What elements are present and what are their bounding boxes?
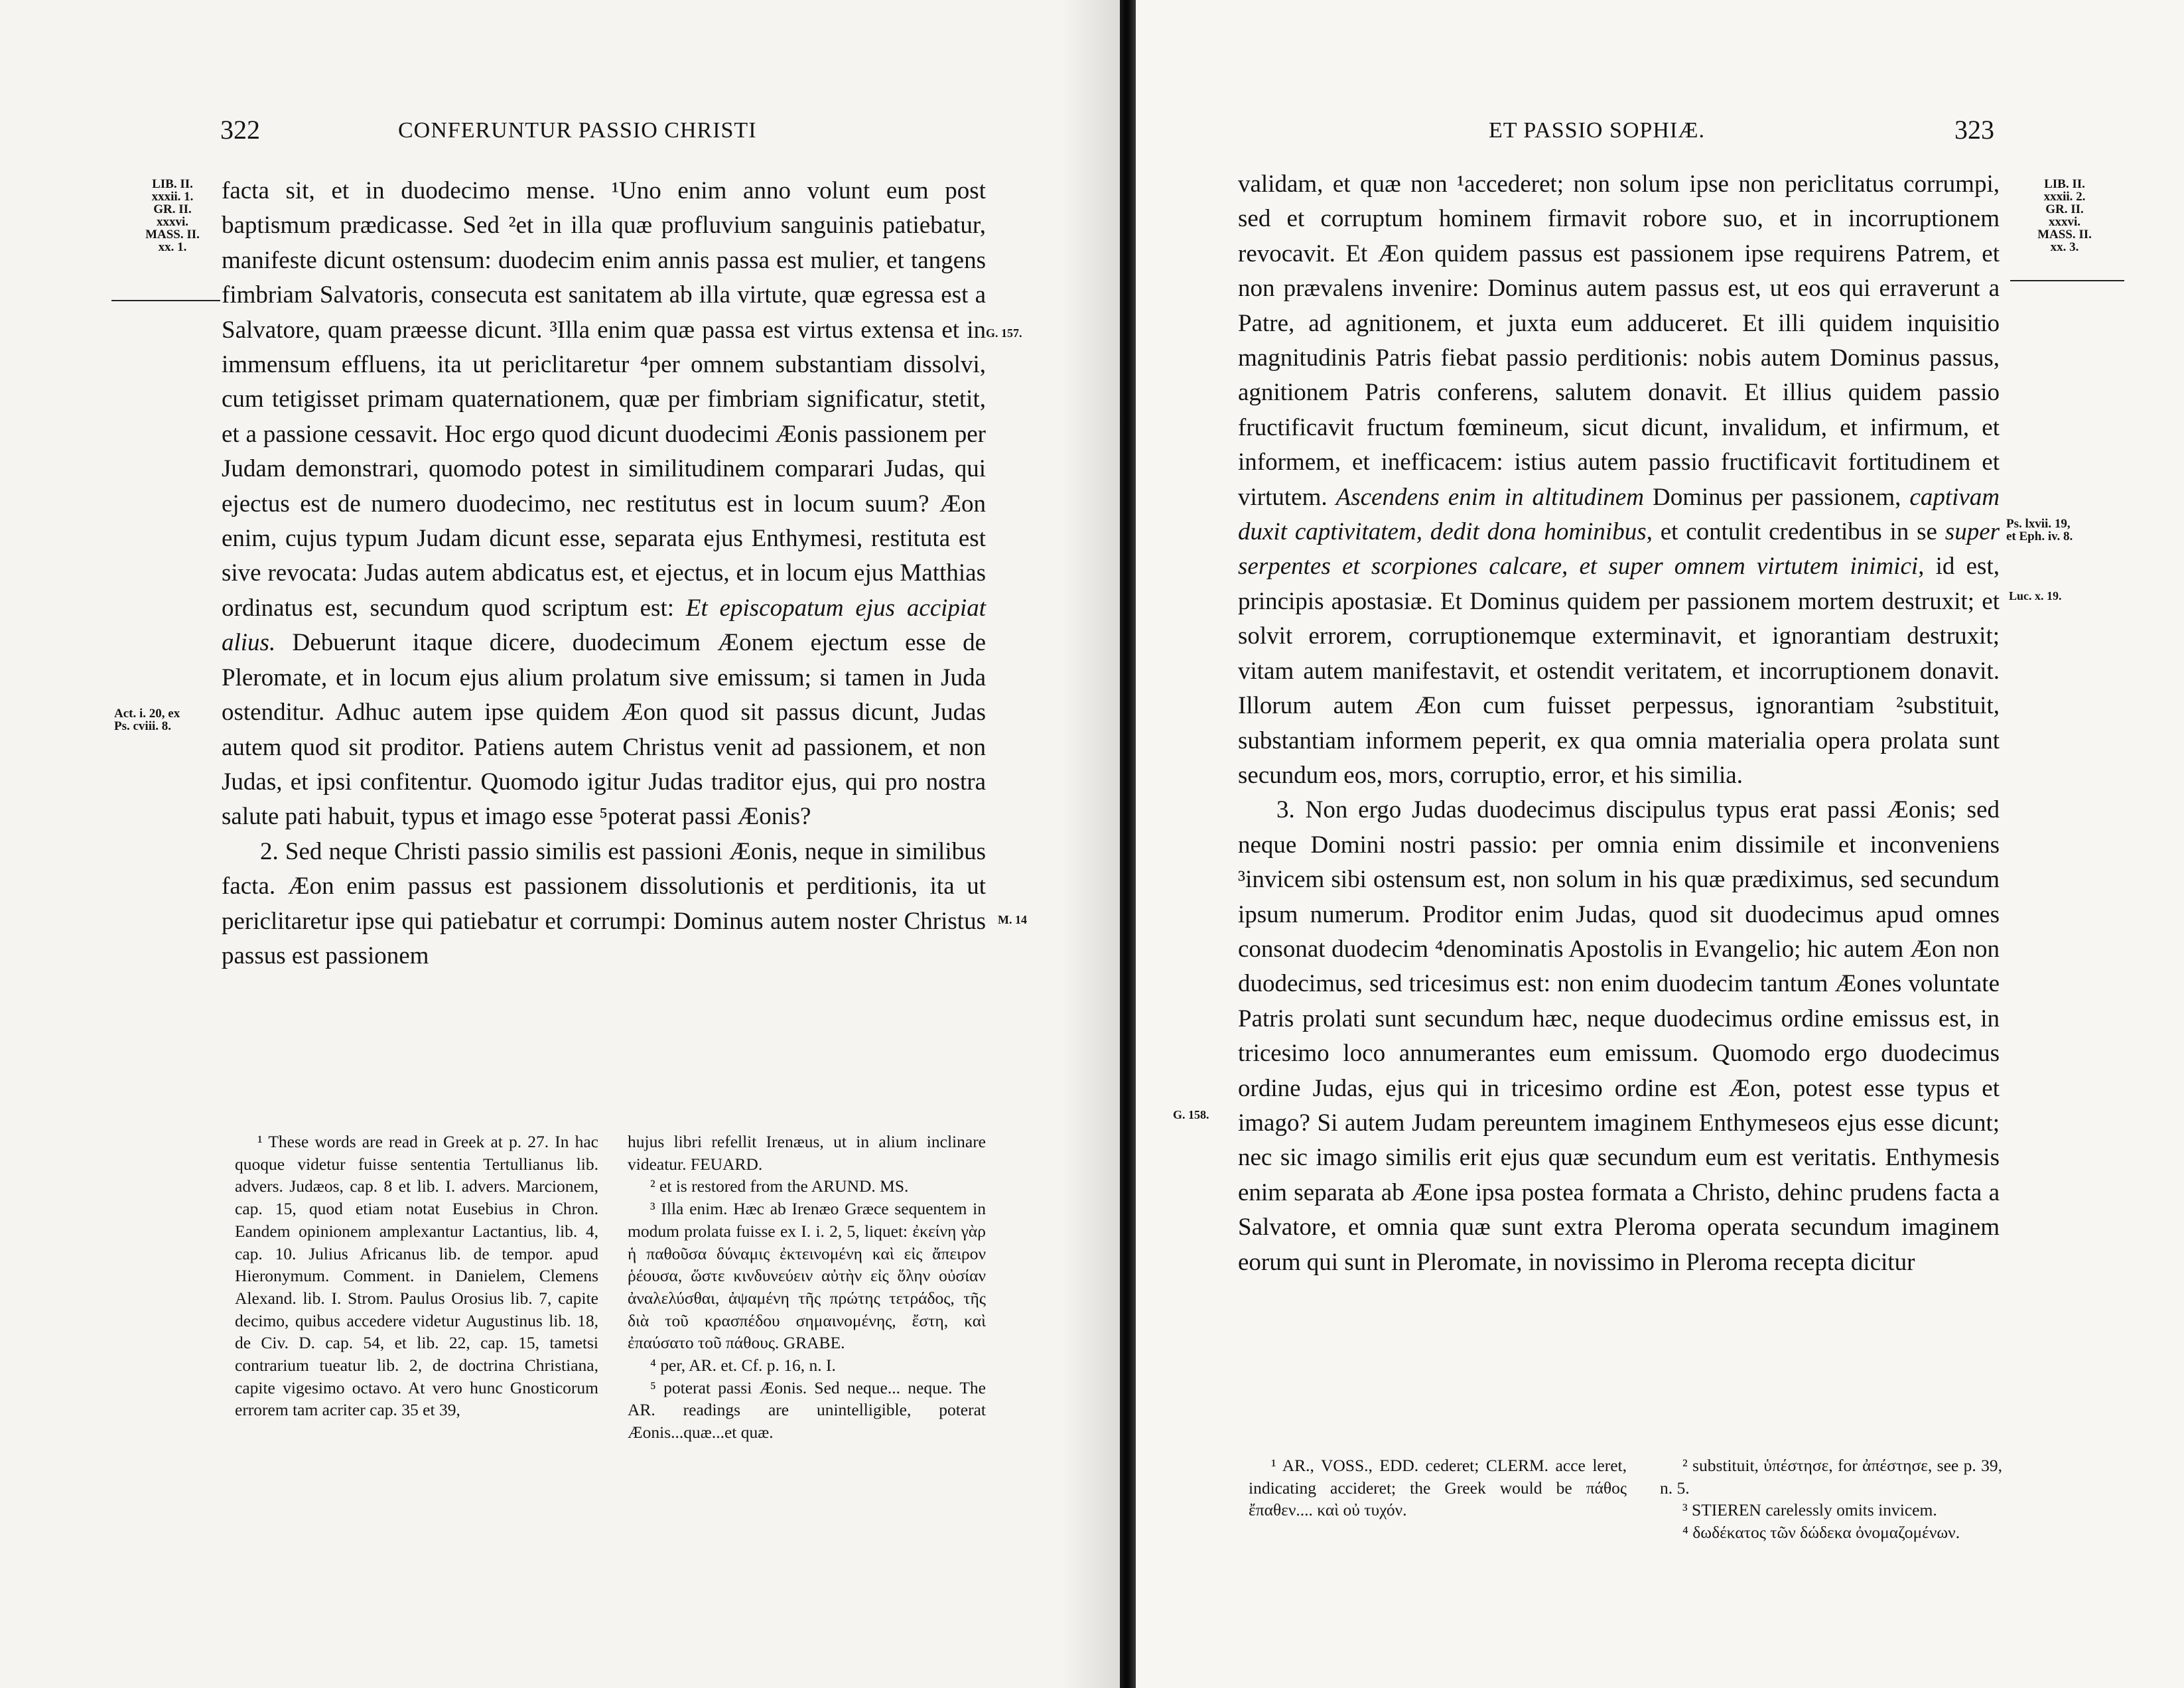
left-body-text [222,174,986,973]
footnote: ⁵ poterat passi Æonis. Sed neque... neque. The AR. readings are unintelligible, poterat Æonis...quæ...et quæ. [628,1377,986,1442]
margin-ref-line: LIB. II. [2044,177,2085,191]
margin-act-line: Act. i. 20, ex [114,707,180,721]
right-page-number: 323 [1954,115,1994,145]
paragraph-text: facta sit, et in duodecimo mense. ¹Uno enim anno volunt eum post baptismum prædicasse. Sed ²et in illa quæ profluvium sanguinis patiebatur, manifeste dicunt ostensum: duodecim enim annis passa est mulier, et tangens fimbriam Salvatoris, consecuta est sanitatem ab illa virtute, quæ egressa est a Salvatore, quam præesse dicunt. ³Illa enim quæ passa est virtus extensa et in immensum effluens, ita ut periclitaretur ⁴per omnem substantiam dissolvi, cum tetigisset primam quaternationem, quæ per fimbriam significatur, stetit, et a passione cessavit. Hoc ergo quod dicunt duodecimi Æonis passionem per Judam demonstrari, quomodo potest in similitudinem comparari Judas, qui ejectus est de numero duodecimo, nec restitutus est in locum suum? Æon enim, cujus typum Judam dicunt esse, separata ejus Enthymesi, restituta est sive revocata: Judas autem abdicatus est, et ejectus, et in locum ejus Matthias ordinatus est, secundum quod scriptum est: [222,177,986,622]
footnote: ² substituit, ὑπέστησε, for ἀπέστησε, see p. 39, n. 5. [1660,1456,2002,1498]
scripture-quote: Ascendens enim in altitudinem [1335,483,1645,511]
left-margin-reference [123,178,222,253]
left-footnotes-col2 [628,1131,986,1444]
margin-ref-line: xxxvi. [156,215,189,229]
scripture-quote: Et episcopatum ejus accipiat alius. [222,594,986,657]
paragraph [222,174,986,835]
paragraph [1238,167,2000,793]
margin-g-157: G. 157. [986,326,1022,340]
paragraph-text: Debuerunt itaque dicere, duodecimum Æonem ejectum esse de Pleromate, et in locum ejus alium prolatum sive emissum; si tamen in Juda ostenditur. Adhuc autem ipse quidem Æon quod sit passus dicunt, Judas autem quod sit proditor. Patiens autem Christus venit ad passionem, et non Judas, et ipsi confitentur. Quomodo igitur Judas traditor ejus, qui pro nostra salute pati habuit, typus et imago esse ⁵poterat passi Æonis? [222,629,986,831]
margin-ref-line: xxxii. 2. [2043,190,2086,204]
footnote: ¹ These words are read in Greek at p. 27. In hac quoque videtur fuisse sententia Tertullianus lib. advers. Judæos, cap. 8 et lib. I. advers. Marcionem, cap. 15, quod etiam notat Eusebius in Chron. Eandem opinionem amplexantur Lactantius, lib. 4, cap. 10. Julius Africanus lib. de tempor. apud Hieronymum. Comment. in Danielem, Clemens Alexand. lib. I. Strom. Paulus Orosius lib. 7, capite decimo, quibus accedere videtur Augustinus lib. 18, de Civ. D. cap. 54, et lib. 22, cap. 15, tametsi contrarium tueatur lib. 2, de doctrina Christiana, capite vigesimo octavo. At vero hunc Gnosticorum errorem tam acriter cap. 35 et 39, [235,1132,598,1420]
paragraph: 3. Non ergo Judas duodecimus discipulus typus erat passi Æonis; sed neque Domini nostri passio: per omnia enim dissimile et inconveniens ³invicem sibi ostensum est, non solum in his quæ prædiximus, sed secundum ipsum numerum. Proditor enim Judas, quod sit duodecimus apud omnes consonat duodecim ⁴denominatis Apostolis in Evangelio; hic autem Æon non duodecimus, sed tricesimus est: non enim duodecim tantum Æones voluntate Patris prolati sunt secundum hæc, neque duodecimus ordine emissus est, in tricesimo loco annumerantes eum emissum. Quomodo ergo duodecimus ordine Judas, ejus qui in tricesimo ordine est Æon, potest esse typus et imago? Si autem Judam pereuntem imaginem Enthymeseos ejus esse dicunt; nec sic imago similis erit ejus quæ secundum eum est veritatis. Enthymesis enim separata ab Æone ipsa postea formata a Christo, dehinc prudens facta a Salvatore, et omnia quæ sunt extra Pleroma operata secundum imaginem eorum qui sunt in Pleromate, in novissimo in Pleroma recepta dicitur [1238,796,2000,1276]
right-page [1136,0,2184,1688]
margin-act-line: Ps. cviii. 8. [114,719,172,733]
book-gutter [1120,0,1136,1688]
margin-g-158: G. 158. [1173,1108,1209,1121]
left-page-number: 322 [220,115,260,145]
paragraph-text: Dominus per passionem, [1653,483,1901,511]
paragraph-text: et contulit credentibus in se [1660,518,1937,546]
margin-ref-line: xxxii. 1. [151,190,194,204]
footnote: ³ STIEREN carelessly omits invicem. [1682,1500,1937,1520]
right-footnotes-col2 [1660,1454,2002,1544]
right-body-text [1238,167,2000,1280]
right-margin-reference [2012,178,2118,253]
margin-ps-line: Ps. lxvii. 19, [2006,517,2071,531]
margin-ps-reference [2006,518,2073,543]
left-running-head: CONFERUNTUR PASSIO CHRISTI [398,118,757,143]
footnote: ³ Illa enim. Hæc ab Irenæo Græce sequentem in modum prolata fuisse ex I. i. 2, 5, liquet: ἐκείνη γὰρ ἡ παθοῦσα δύναμις ἐκτεινομένη καὶ εἰς ἄπειρον ῥέουσα, ὥστε κινδυνεύειν αὐτὴν εἰς ὅλην οὐσίαν ἀναλελύσθαι, ἀψαμένη τῆς πρώτης τετράδος, τῆς διὰ τοῦ κρασπέδου σημαινομένης, ἔστη, καὶ ἐπαύσατο τοῦ πάθους. GRABE. [628,1199,986,1353]
paragraph: 2. Sed neque Christi passio similis est passioni Æonis, neque in similibus facta. Æon enim passus est passionem dissolutionis et perditionis, ita ut periclitaretur ipse qui patiebatur et corrumpi: Dominus autem noster Christus passus est passionem [222,837,986,969]
footnote: ¹ AR., VOSS., EDD. cederet; CLERM. acce leret, indicating accideret; the Greek would be πάθος ἔπαθεν.... καὶ οὐ τυχόν. [1249,1456,1627,1520]
right-footnotes-col1 [1249,1454,1627,1521]
margin-ref-line: MASS. II. [2037,228,2092,242]
margin-luc-reference: Luc. x. 19. [2009,589,2062,602]
margin-ps-line: et Eph. iv. 8. [2006,529,2073,543]
paragraph-text: validam, et quæ non ¹accederet; non solum ipse non periclitatus corrumpi, sed et corruptum hominem firmavit robore suo, et in incorruptionem revocavit. Et Æon quidem passus est passionem ipse requirens Patrem, et non prævalens invenire: Dominus autem passus est, ut eos qui erraverunt a Patre, ad agnitionem, et juxta eum adduceret. Et illi quidem inquisitio magnitudinis Patris fiebat passio perditionis: nobis autem Dominus passus, agnitionem Patris conferens, salutem donavit. Et illius quidem passio fructificavit fructum fœmineum, sicut dicunt, invalidum, et infirmum, et informem, et inefficacem: istius autem passio fructificavit fortitudinem et virtutem. [1238,171,2000,511]
page-fold-shadow [1061,0,1120,1688]
paragraph-text: id est, principis apostasiæ. Et Dominus quidem per passionem mortem destruxit; et solvit errorem, corruptionemque exterminavit, et ignorantiam destruxit; vitam autem manifestavit, et ostendit veritatem, et incorruptionem donavit. Illorum autem Æon cum fuisset perpessus, ignorantiam ²substituit, substantiam informem peperit, ex qua omnia materialia opera prolata sunt secundum eos, mors, corruptio, error, et his similia. [1238,553,2000,789]
footnote: hujus libri refellit Irenæus, ut in alium inclinare videatur. FEUARD. [628,1132,986,1174]
footnote: ² et is restored from the ARUND. MS. [650,1176,909,1196]
margin-ref-line: GR. II. [2045,202,2084,216]
margin-ref-line: MASS. II. [145,228,200,242]
scripture-quote: captivam duxit captivitatem, dedit dona hominibus, [1238,483,2000,546]
margin-rule [2010,280,2124,281]
margin-m-14: M. 14 [998,913,1027,926]
margin-rule [111,300,220,301]
footnote: ⁴ δωδέκατος τῶν δώδεκα ὀνομαζομένων. [1682,1523,1960,1543]
margin-ref-line: xxxvi. [2048,215,2081,229]
margin-ref-line: xx. 3. [2050,240,2079,254]
right-running-head: ET PASSIO SOPHIÆ. [1489,118,1705,143]
margin-act-reference [114,707,180,733]
scripture-quote: super serpentes et scorpiones calcare, et super omnem virtutem inimici, [1238,518,2000,581]
margin-ref-line: LIB. II. [152,177,193,191]
footnote: ⁴ per, AR. et. Cf. p. 16, n. I. [650,1356,836,1375]
margin-ref-line: xx. 1. [158,240,187,254]
margin-ref-line: GR. II. [153,202,192,216]
left-footnotes-col1 [235,1131,598,1421]
